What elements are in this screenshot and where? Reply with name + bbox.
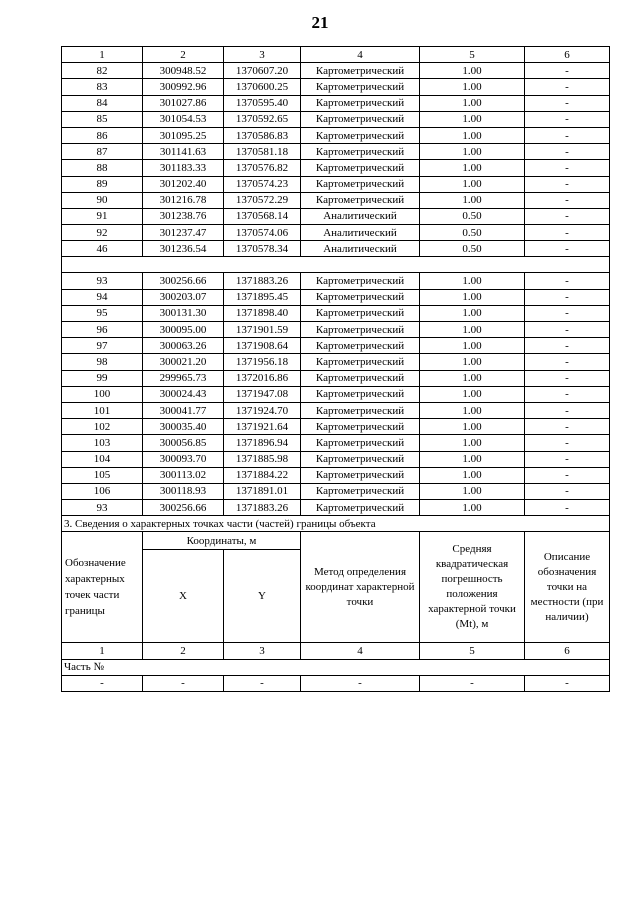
page-number: 21 [311,13,329,32]
error-cell: 1.00 [420,127,525,143]
method-cell: Картометрический [301,192,420,208]
table-row [62,500,610,516]
error-cell: 0.50 [420,241,525,257]
method-cell: Картометрический [301,305,420,321]
error-cell: 0.50 [420,208,525,224]
x-coordinate-cell: 300024.43 [143,386,224,402]
error-cell: 1.00 [420,95,525,111]
x-coordinate-cell: 300256.66 [143,500,224,516]
method-cell: Картометрический [301,127,420,143]
description-cell: - [525,273,610,289]
table-row [62,225,610,241]
table-row [62,160,610,176]
x-coordinate-cell: 301236.54 [143,241,224,257]
error-cell: 1.00 [420,483,525,499]
method-cell: Картометрический [301,95,420,111]
error-cell: 1.00 [420,370,525,386]
method-cell: Картометрический [301,289,420,305]
point-number-cell: 97 [62,338,143,354]
point-number-cell: 89 [62,176,143,192]
table-row [62,79,610,95]
point-number-cell: 100 [62,386,143,402]
description-cell: - [525,419,610,435]
error-cell: 1.00 [420,305,525,321]
x-coordinate-cell: 301202.40 [143,176,224,192]
table-row [62,111,610,127]
description-cell: - [525,370,610,386]
method-cell: Картометрический [301,338,420,354]
description-cell: - [525,225,610,241]
x-coordinate-cell: 300992.96 [143,79,224,95]
error-cell: 1.00 [420,402,525,418]
table-row [62,402,610,418]
method-cell: Картометрический [301,435,420,451]
table-row [62,192,610,208]
error-cell: 1.00 [420,467,525,483]
error-cell: 1.00 [420,386,525,402]
table-row [62,63,610,79]
error-header: Средняя квадратическая погрешность положения характерной точки (Mt), м [420,532,525,643]
point-number-cell: 90 [62,192,143,208]
description-cell: - [525,338,610,354]
coordinates-header: Координаты, м [143,532,301,550]
table-row [62,273,610,289]
y-coordinate-cell: 1370607.20 [224,63,301,79]
point-number-cell: 93 [62,273,143,289]
description-cell: - [525,144,610,160]
x-coordinate-cell: 300131.30 [143,305,224,321]
point-number-cell: 83 [62,79,143,95]
x-coordinate-cell: 300118.93 [143,483,224,499]
y-coordinate-cell: 1371891.01 [224,483,301,499]
point-number-cell: 98 [62,354,143,370]
y-coordinate-cell: 1371908.64 [224,338,301,354]
table-row [62,354,610,370]
y-coordinate-cell: 1370581.18 [224,144,301,160]
table-row [62,322,610,338]
x-coordinate-cell: 300021.20 [143,354,224,370]
designation-header: Обозначение характерных точек части границы [62,532,143,643]
empty-data-row [62,675,610,691]
table-row [62,451,610,467]
description-cell: - [525,63,610,79]
table-row [62,208,610,224]
y-coordinate-cell: 1371883.26 [224,500,301,516]
method-cell: Картометрический [301,370,420,386]
y-header: Y [224,550,301,643]
description-cell: - [525,208,610,224]
table-row [62,483,610,499]
error-cell: 1.00 [420,500,525,516]
description-cell: - [525,289,610,305]
method-cell: Картометрический [301,483,420,499]
method-cell: Картометрический [301,500,420,516]
description-cell: - [525,402,610,418]
table-cell: - [224,675,301,691]
column-number: 5 [420,643,525,659]
description-header: Описание обозначения точки на местности (при наличии) [525,532,610,643]
table-row [62,127,610,143]
x-coordinate-cell: 301216.78 [143,192,224,208]
x-coordinate-cell: 300056.85 [143,435,224,451]
section-3-number-row [62,643,610,659]
method-cell: Картометрический [301,451,420,467]
point-number-cell: 99 [62,370,143,386]
y-coordinate-cell: 1370574.23 [224,176,301,192]
description-cell: - [525,451,610,467]
table-row [62,176,610,192]
column-number: 3 [224,643,301,659]
y-coordinate-cell: 1372016.86 [224,370,301,386]
y-coordinate-cell: 1371898.40 [224,305,301,321]
method-cell: Картометрический [301,402,420,418]
error-cell: 1.00 [420,111,525,127]
y-coordinate-cell: 1370568.14 [224,208,301,224]
table-row [62,370,610,386]
description-cell: - [525,241,610,257]
column-number: 1 [62,47,143,63]
method-cell: Картометрический [301,63,420,79]
point-number-cell: 84 [62,95,143,111]
x-coordinate-cell: 300203.07 [143,289,224,305]
table-row [62,241,610,257]
x-coordinate-cell: 300063.26 [143,338,224,354]
table-row [62,144,610,160]
method-cell: Картометрический [301,160,420,176]
y-coordinate-cell: 1371884.22 [224,467,301,483]
y-coordinate-cell: 1371883.26 [224,273,301,289]
description-cell: - [525,160,610,176]
method-cell: Картометрический [301,354,420,370]
description-cell: - [525,79,610,95]
description-cell: - [525,95,610,111]
boundary-points-table [61,46,610,692]
table-row [62,435,610,451]
y-coordinate-cell: 1371947.08 [224,386,301,402]
point-number-cell: 96 [62,322,143,338]
error-cell: 1.00 [420,435,525,451]
description-cell: - [525,305,610,321]
column-number: 6 [525,643,610,659]
x-coordinate-cell: 300948.52 [143,63,224,79]
description-cell: - [525,111,610,127]
method-cell: Картометрический [301,386,420,402]
error-cell: 1.00 [420,273,525,289]
error-cell: 1.00 [420,144,525,160]
table-row [62,338,610,354]
description-cell: - [525,386,610,402]
description-cell: - [525,127,610,143]
description-cell: - [525,467,610,483]
column-number-row [62,47,610,63]
point-number-cell: 93 [62,500,143,516]
x-coordinate-cell: 301237.47 [143,225,224,241]
column-number: 6 [525,47,610,63]
method-cell: Картометрический [301,467,420,483]
part-label: Часть № [62,659,610,675]
error-cell: 0.50 [420,225,525,241]
table-cell: - [301,675,420,691]
x-header: X [143,550,224,643]
point-number-cell: 85 [62,111,143,127]
table-row [62,419,610,435]
y-coordinate-cell: 1371896.94 [224,435,301,451]
error-cell: 1.00 [420,79,525,95]
point-number-cell: 103 [62,435,143,451]
empty-separator-row [62,257,610,273]
point-number-cell: 106 [62,483,143,499]
section-3-title: 3. Сведения о характерных точках части (частей) границы объекта [62,516,610,532]
table-row [62,305,610,321]
error-cell: 1.00 [420,354,525,370]
point-number-cell: 46 [62,241,143,257]
y-coordinate-cell: 1371895.45 [224,289,301,305]
error-cell: 1.00 [420,322,525,338]
error-cell: 1.00 [420,451,525,467]
x-coordinate-cell: 300095.00 [143,322,224,338]
x-coordinate-cell: 300041.77 [143,402,224,418]
column-number: 2 [143,643,224,659]
method-cell: Картометрический [301,322,420,338]
table-row [62,467,610,483]
y-coordinate-cell: 1371885.98 [224,451,301,467]
method-cell: Картометрический [301,79,420,95]
table-row [62,386,610,402]
point-number-cell: 105 [62,467,143,483]
rows-section-b [62,273,610,516]
method-cell: Аналитический [301,225,420,241]
method-cell: Картометрический [301,273,420,289]
y-coordinate-cell: 1370586.83 [224,127,301,143]
column-number: 1 [62,643,143,659]
error-cell: 1.00 [420,289,525,305]
x-coordinate-cell: 301054.53 [143,111,224,127]
point-number-cell: 82 [62,63,143,79]
y-coordinate-cell: 1370600.25 [224,79,301,95]
error-cell: 1.00 [420,192,525,208]
x-coordinate-cell: 301238.76 [143,208,224,224]
x-coordinate-cell: 301095.25 [143,127,224,143]
column-number: 2 [143,47,224,63]
point-number-cell: 94 [62,289,143,305]
x-coordinate-cell: 301183.33 [143,160,224,176]
method-cell: Аналитический [301,241,420,257]
point-number-cell: 88 [62,160,143,176]
table-cell: - [525,675,610,691]
y-coordinate-cell: 1370576.82 [224,160,301,176]
description-cell: - [525,500,610,516]
x-coordinate-cell: 300035.40 [143,419,224,435]
x-coordinate-cell: 301027.86 [143,95,224,111]
column-number: 5 [420,47,525,63]
table-cell: - [62,675,143,691]
point-number-cell: 104 [62,451,143,467]
y-coordinate-cell: 1370574.06 [224,225,301,241]
y-coordinate-cell: 1370572.29 [224,192,301,208]
point-number-cell: 92 [62,225,143,241]
section-3 [62,516,610,692]
x-coordinate-cell: 301141.63 [143,144,224,160]
point-number-cell: 87 [62,144,143,160]
point-number-cell: 91 [62,208,143,224]
table-cell: - [143,675,224,691]
description-cell: - [525,435,610,451]
error-cell: 1.00 [420,419,525,435]
method-cell: Картометрический [301,419,420,435]
x-coordinate-cell: 300093.70 [143,451,224,467]
column-number: 4 [301,47,420,63]
description-cell: - [525,192,610,208]
description-cell: - [525,176,610,192]
y-coordinate-cell: 1371921.64 [224,419,301,435]
y-coordinate-cell: 1371956.18 [224,354,301,370]
error-cell: 1.00 [420,176,525,192]
column-number: 3 [224,47,301,63]
rows-section-a [62,63,610,257]
point-number-cell: 101 [62,402,143,418]
y-coordinate-cell: 1370592.65 [224,111,301,127]
table-cell: - [420,675,525,691]
method-cell: Картометрический [301,176,420,192]
y-coordinate-cell: 1370578.34 [224,241,301,257]
x-coordinate-cell: 300256.66 [143,273,224,289]
y-coordinate-cell: 1370595.40 [224,95,301,111]
method-header: Метод определения координат характерной точки [301,532,420,643]
description-cell: - [525,483,610,499]
method-cell: Картометрический [301,111,420,127]
table-row [62,289,610,305]
error-cell: 1.00 [420,160,525,176]
y-coordinate-cell: 1371901.59 [224,322,301,338]
error-cell: 1.00 [420,338,525,354]
description-cell: - [525,354,610,370]
x-coordinate-cell: 300113.02 [143,467,224,483]
empty-cell [62,257,610,273]
description-cell: - [525,322,610,338]
error-cell: 1.00 [420,63,525,79]
method-cell: Картометрический [301,144,420,160]
point-number-cell: 86 [62,127,143,143]
point-number-cell: 102 [62,419,143,435]
column-number: 4 [301,643,420,659]
method-cell: Аналитический [301,208,420,224]
x-coordinate-cell: 299965.73 [143,370,224,386]
y-coordinate-cell: 1371924.70 [224,402,301,418]
table-row [62,95,610,111]
point-number-cell: 95 [62,305,143,321]
